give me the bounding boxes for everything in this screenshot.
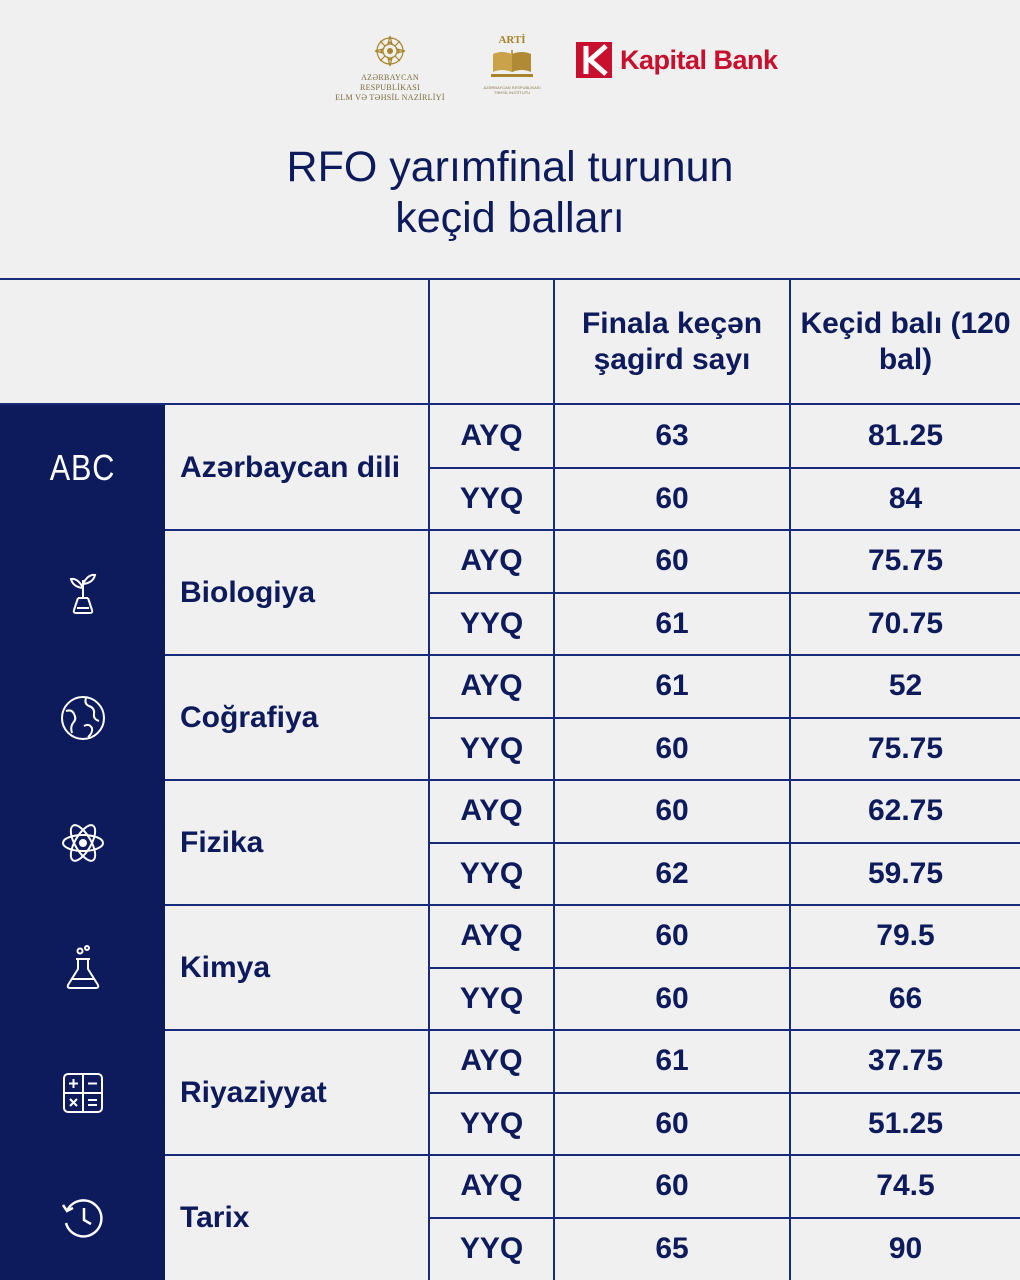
- title-line-2: keçid balları: [395, 194, 625, 242]
- pass-score-cell: 79.5: [876, 919, 935, 953]
- exam-type-cell: AYQ: [460, 1169, 523, 1203]
- finalist-count-cell: 62: [655, 856, 689, 890]
- pass-score-cell: 37.75: [867, 1044, 944, 1078]
- finalist-count-cell: 60: [655, 794, 689, 828]
- icon-cell-history: [0, 1155, 165, 1280]
- icon-cell-azerbaijani: [0, 405, 165, 530]
- globe-icon: [58, 693, 108, 743]
- finalist-count-cell: 60: [655, 919, 689, 953]
- subject-name: Coğrafiya: [180, 700, 319, 734]
- pass-score-cell: 66: [888, 981, 923, 1015]
- pass-score-cell: 81.25: [867, 419, 944, 453]
- pass-score-cell: 75.75: [867, 731, 944, 765]
- ministry-emblem-icon: [373, 34, 407, 68]
- exam-type-cell: AYQ: [460, 544, 523, 578]
- ministry-logo: [330, 34, 450, 103]
- pass-score-cell: 52: [888, 669, 923, 703]
- exam-type-cell: YYQ: [459, 606, 524, 640]
- finalist-count-cell: 60: [655, 544, 689, 578]
- page-title: [0, 142, 1020, 244]
- subject-name: Tarix: [180, 1200, 250, 1234]
- pass-score-cell: 90: [888, 1231, 923, 1265]
- finalist-count-cell: 61: [655, 1044, 689, 1078]
- header-count: Finala keçən şagird sayı: [581, 307, 763, 376]
- pass-score-cell: 84: [888, 481, 923, 515]
- exam-type-cell: AYQ: [460, 419, 523, 453]
- subject-name: Biologiya: [180, 575, 316, 609]
- finalist-count-cell: 60: [655, 981, 689, 1015]
- kapital-bank-mark-icon: [576, 42, 612, 78]
- subject-name: Azərbaycan dili: [180, 450, 401, 484]
- kapital-bank-logo: [576, 40, 778, 80]
- finalist-count-cell: 65: [655, 1231, 689, 1265]
- history-icon: [58, 1193, 108, 1243]
- finalist-count-cell: 61: [655, 606, 689, 640]
- pass-score-cell: 62.75: [867, 794, 944, 828]
- title-line-1: RFO yarımfinal turunun: [286, 143, 734, 191]
- exam-type-cell: YYQ: [459, 731, 524, 765]
- finalist-count-cell: 60: [655, 1169, 689, 1203]
- pass-score-cell: 59.75: [867, 856, 944, 890]
- calculator-icon: [58, 1068, 108, 1118]
- arti-subtitle: AZƏRBAYCAN RESPUBLİKASI TƏHSİL İNSTİTUTU: [483, 85, 541, 95]
- exam-type-cell: YYQ: [459, 1231, 524, 1265]
- ministry-name-line1: AZƏRBAYCAN RESPUBLİKASI: [359, 73, 421, 92]
- icon-cell-chemistry: [0, 905, 165, 1030]
- ministry-name-line2: ELM VƏ TƏHSİL NAZİRLİYİ: [335, 93, 445, 102]
- finalist-count-cell: 60: [655, 481, 689, 515]
- pass-score-cell: 51.25: [867, 1106, 944, 1140]
- exam-type-cell: AYQ: [460, 1044, 523, 1078]
- icon-cell-mathematics: [0, 1030, 165, 1155]
- abc-icon: ABC: [49, 446, 116, 488]
- header-score: Keçid balı (120 bal): [800, 307, 1011, 376]
- finalist-count-cell: 60: [655, 1106, 689, 1140]
- icon-cell-geography: [0, 655, 165, 780]
- plant-flask-icon: [58, 568, 108, 618]
- exam-type-cell: YYQ: [459, 981, 524, 1015]
- subject-name: Fizika: [180, 825, 264, 859]
- finalist-count-cell: 61: [655, 669, 689, 703]
- exam-type-cell: YYQ: [459, 481, 524, 515]
- subject-name: Kimya: [180, 950, 271, 984]
- icon-cell-physics: [0, 780, 165, 905]
- icon-cell-biology: [0, 530, 165, 655]
- pass-score-cell: 75.75: [867, 544, 944, 578]
- exam-type-cell: AYQ: [460, 919, 523, 953]
- exam-type-cell: YYQ: [459, 1106, 524, 1140]
- book-emblem-icon: [487, 46, 537, 80]
- pass-score-cell: 70.75: [867, 606, 944, 640]
- atom-icon: [58, 818, 108, 868]
- exam-type-cell: AYQ: [460, 669, 523, 703]
- subject-name: Riyaziyyat: [180, 1075, 327, 1109]
- arti-name: ARTİ: [498, 34, 526, 46]
- exam-type-cell: YYQ: [459, 856, 524, 890]
- finalist-count-cell: 60: [655, 731, 689, 765]
- pass-score-cell: 74.5: [876, 1169, 935, 1203]
- sponsor-logos: [0, 28, 1020, 102]
- exam-type-cell: AYQ: [460, 794, 523, 828]
- flask-icon: [58, 943, 108, 993]
- finalist-count-cell: 63: [655, 419, 689, 453]
- kapital-bank-name: Kapital Bank: [620, 44, 778, 75]
- arti-logo: [480, 34, 544, 95]
